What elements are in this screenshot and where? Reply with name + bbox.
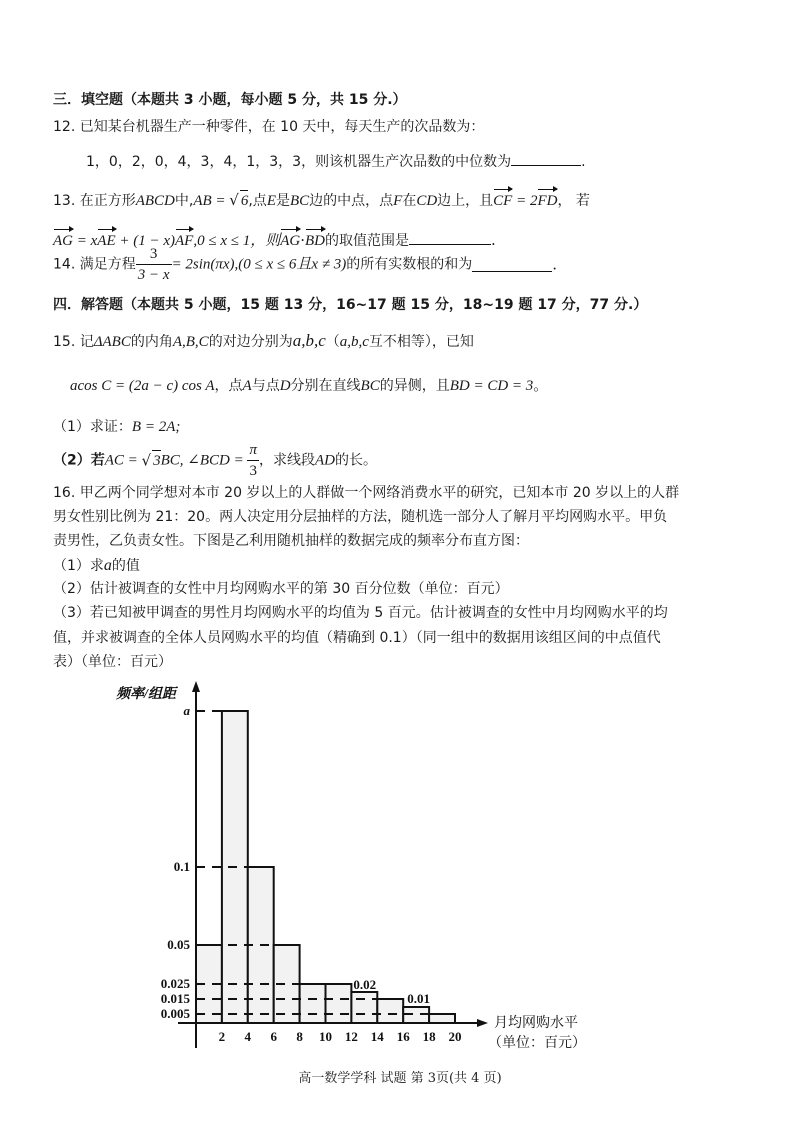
- y-tick-labels: [161, 703, 191, 1021]
- q14-text: 的所有实数根的和为: [346, 256, 473, 273]
- histogram-bar-18-20: [429, 1014, 455, 1023]
- q13-text: 13. 在正方形: [53, 193, 136, 209]
- q13-vector: BD: [305, 233, 325, 249]
- y-tick-label: 0.1: [173, 859, 190, 874]
- q15-text: （: [325, 334, 340, 350]
- fraction-denominator: 3 − x: [137, 267, 170, 283]
- q16-part1-label: （1）求: [53, 558, 104, 574]
- y-tick-label: 0.015: [160, 991, 190, 1006]
- q15-math: A: [242, 378, 252, 394]
- fraction-numerator: 3: [136, 244, 172, 265]
- q13-vector: AG: [53, 233, 73, 249]
- q15-text: 。: [533, 376, 549, 394]
- q13-dot: ·: [300, 231, 305, 249]
- x-tick-label: 16: [396, 1029, 410, 1044]
- q13-vector: AF: [175, 233, 194, 249]
- q14-text: 14. 满足方程: [53, 256, 136, 273]
- q15-math: BC: [360, 378, 380, 394]
- q15-math: D: [279, 378, 291, 394]
- q13-math: BC: [289, 193, 310, 209]
- x-tick-label: 20: [448, 1029, 462, 1044]
- q16-part3-line3: 表）（单位：百元）: [53, 654, 172, 670]
- q13-text: 边的中点，点: [309, 193, 394, 209]
- q15-text: 的异侧，且: [379, 378, 450, 394]
- q13-math: E: [266, 193, 276, 209]
- q15-text: 与点: [251, 378, 280, 394]
- q15-sqrt: 3: [152, 450, 161, 471]
- q13-vector: CF: [493, 193, 513, 209]
- q13-text: 边上，且: [437, 193, 494, 209]
- x-tick-label: 6: [270, 1029, 277, 1044]
- x-tick-label: 8: [296, 1029, 303, 1044]
- q13-text: ,点: [248, 193, 267, 209]
- q12-line1: 12. 已知某台机器生产一种零件，在 10 天中，每天生产的次品数为：: [53, 119, 485, 135]
- q16-line1: 16. 甲乙两个同学想对本市 20 岁以上的人群做一个网络消费水平的研究，已知本市 20 岁以上的人群: [53, 485, 680, 501]
- q12-text: 1，0，2，0，4，3，4，1，3，3，则该机器生产次品数的中位数为: [86, 154, 512, 170]
- q16-part3-line2: 值，并求被调查的全体人员网购水平的均值（精确到 0.1）（同一组中的数据用该组区间的中点值代: [53, 630, 661, 646]
- q15-math: BD = CD = 3: [449, 378, 534, 394]
- q15-text: 的长。: [334, 452, 377, 469]
- x-tick-label: 14: [370, 1029, 384, 1044]
- q13-vector: AG: [280, 233, 301, 249]
- histogram-bar-8-10: [300, 984, 326, 1023]
- fraction-numerator: π: [247, 440, 259, 461]
- q15-math: a,b,c: [292, 331, 326, 350]
- q16-part2: （2）估计被调查的女性中月均网购水平的第 30 百分位数（单位：百元）: [53, 581, 509, 597]
- histogram-bar-12-14: [351, 992, 377, 1023]
- q15-text: 互不相等），已知: [368, 334, 474, 350]
- q15-math: ΔABC: [93, 334, 131, 350]
- q13-text: ， 若: [557, 193, 590, 209]
- q12-end: .: [581, 154, 586, 170]
- q15-math: a,b,c: [339, 334, 369, 350]
- q13-math: AB =: [193, 193, 230, 209]
- q15-math: acos C = (2a − c) cos A: [70, 378, 215, 394]
- q13-text: 在: [402, 193, 417, 209]
- q13-line1: 13. 在正方形ABCD中,AB = √ 6,点E是BC边的中点，点F在CD边上，且CF = 2FD， 若: [53, 191, 590, 209]
- q13-sqrt: 6: [240, 190, 249, 211]
- q16-part3-line1: （3）若已知被甲调查的男性月均网购水平的均值为 5 百元。估计被调查的女性中月均网购水平的均: [53, 605, 668, 621]
- q15-math: AC =: [104, 452, 142, 469]
- x-axis-label: 月均网购水平: [494, 1016, 578, 1031]
- x-tick-labels: [219, 1029, 462, 1044]
- section3-heading: 三．填空题（本题共 3 小题，每小题 5 分，共 15 分.）: [53, 92, 407, 108]
- y-tick-label: 0.025: [160, 976, 190, 991]
- x-tick-label: 2: [218, 1029, 226, 1044]
- q15-math: BC, ∠BCD =: [160, 452, 248, 469]
- q15-text: 的内角: [130, 334, 173, 350]
- q15-text: 分别在直线: [290, 378, 361, 394]
- y-tick-label: a: [183, 703, 190, 718]
- q16-math: a: [103, 557, 112, 574]
- q13-math: + (1 − x): [115, 233, 176, 249]
- section4-heading: 四．解答题（本题共 5 小题，15 题 13 分，16~17 题 15 分，18~19 题 17 分，77 分.）: [53, 297, 648, 313]
- x-tick-label: 12: [344, 1029, 358, 1044]
- q15-math: AD: [314, 452, 335, 469]
- y-tick-label: 0.005: [160, 1006, 190, 1021]
- q14-math: = 2sin(πx),(0 ≤ x ≤ 6且x ≠ 3): [171, 256, 347, 273]
- q13-math: ABCD: [135, 193, 175, 209]
- x-tick-label: 10: [319, 1029, 332, 1044]
- x-axis-unit-label: （单位：百元）: [488, 1036, 586, 1051]
- q15-math: B = 2A;: [131, 419, 181, 435]
- q13-end: .: [491, 231, 496, 249]
- q16-line2: 男女性别比例为 21：20。两人决定用分层抽样的方法，随机选一部分人了解月平均网购水平。甲负: [53, 509, 668, 525]
- q13-vector: FD: [537, 193, 558, 209]
- q15-text: 15. 记: [53, 334, 94, 350]
- q15-part2: （2）若AC = √ 3BC, ∠BCD = $\frac{\pi}{3}$ ，求线段AD的长。: [53, 442, 377, 479]
- page-footer: 高一数学学科 试题 第 3页(共 4 页): [298, 1071, 502, 1086]
- q15-math: A,B,C: [172, 334, 209, 350]
- y-axis-label: 频率/组距: [116, 687, 176, 702]
- q13-vector: AE: [97, 233, 116, 249]
- q13-text: 中,: [174, 193, 194, 209]
- q13-math: ,0 ≤ x ≤ 1，则: [193, 233, 281, 249]
- q15-text: ，点: [214, 378, 243, 394]
- q13-text: 的取值范围是: [325, 233, 409, 249]
- q13-math: = x: [73, 233, 98, 249]
- q15-text: ，求线段: [258, 452, 315, 469]
- q15-part2-label: （2）若: [53, 452, 105, 469]
- x-tick-label: 18: [422, 1029, 436, 1044]
- q16-line3: 责男性，乙负责女性。下图是乙利用随机抽样的数据完成的频率分布直方图：: [53, 533, 529, 549]
- histogram-bar-14-16: [377, 999, 403, 1023]
- annotation-label: 0.01: [407, 991, 430, 1006]
- q13-math: = 2: [512, 193, 538, 209]
- y-tick-label: 0.05: [167, 937, 190, 952]
- histogram-bar-10-12: [326, 984, 352, 1023]
- fraction-denominator: 3: [249, 463, 257, 479]
- q13-math: CD: [416, 193, 438, 209]
- q13-text: 是: [275, 193, 290, 209]
- annotation-label: 0.02: [353, 977, 377, 992]
- x-tick-label: 4: [244, 1029, 252, 1044]
- q15-text: 的对边分别为: [208, 334, 293, 350]
- x-axis-arrow: [477, 1019, 488, 1027]
- q13-math: F: [393, 193, 403, 209]
- y-axis-arrow: [192, 681, 200, 692]
- q14-end: .: [552, 255, 558, 274]
- q16-part1-text: 的值: [111, 558, 140, 574]
- q15-part1-label: （1）求证：: [53, 419, 132, 435]
